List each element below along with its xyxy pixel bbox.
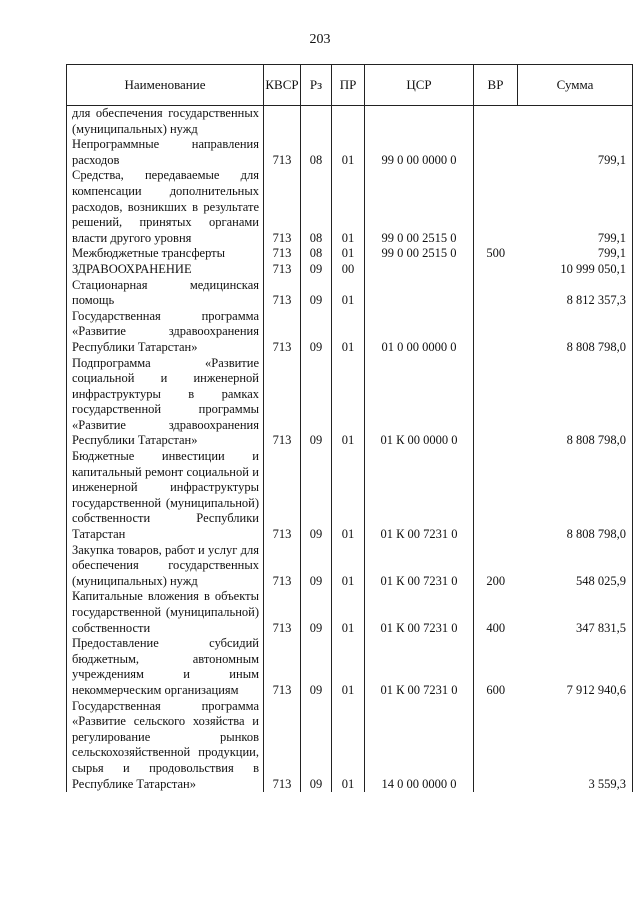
cell-vr	[474, 106, 518, 138]
cell-csr: 99 0 00 2515 0	[365, 246, 474, 262]
cell-sum: 8 808 798,0	[518, 309, 633, 356]
table-row	[67, 137, 633, 168]
cell-sum: 799,1	[518, 168, 633, 246]
cell-vr	[474, 137, 518, 168]
cell-rz: 09	[301, 543, 332, 590]
cell-vr	[474, 309, 518, 356]
cell-kvsr: 713	[264, 168, 301, 246]
table-row	[67, 636, 633, 698]
cell-kvsr: 713	[264, 699, 301, 793]
cell-csr	[365, 106, 474, 138]
table-row	[67, 699, 633, 793]
cell-rz: 08	[301, 137, 332, 168]
cell-csr: 14 0 00 0000 0	[365, 699, 474, 793]
cell-name: Государственная программа «Развитие сельского хозяйства и регулирование рынков сельскохозяйственной продукции, сырья и продовольствия в Республике Татарстан»	[67, 699, 264, 793]
cell-csr: 99 0 00 0000 0	[365, 137, 474, 168]
cell-sum: 8 808 798,0	[518, 449, 633, 543]
cell-name: Бюджетные инвестиции и капитальный ремонт социальной и инженерной инфраструктуры государственной (муниципальной) собственности Республики Татарстан	[67, 449, 264, 543]
cell-name: Подпрограмма «Развитие социальной и инженерной инфраструктуры в рамках государственной программы «Развитие здравоохранения Республики Татарстан»	[67, 356, 264, 450]
cell-vr	[474, 278, 518, 309]
cell-csr: 01 К 00 7231 0	[365, 449, 474, 543]
cell-csr: 01 0 00 0000 0	[365, 309, 474, 356]
cell-vr: 600	[474, 636, 518, 698]
cell-pr: 01	[332, 356, 365, 450]
table-row	[67, 356, 633, 450]
cell-pr: 01	[332, 168, 365, 246]
cell-vr	[474, 449, 518, 543]
cell-vr: 400	[474, 589, 518, 636]
table-row	[67, 309, 633, 356]
cell-pr: 01	[332, 589, 365, 636]
cell-kvsr: 713	[264, 543, 301, 590]
table-row	[67, 589, 633, 636]
cell-rz: 08	[301, 246, 332, 262]
cell-sum: 548 025,9	[518, 543, 633, 590]
cell-rz: 08	[301, 168, 332, 246]
table-row	[67, 168, 633, 246]
cell-rz: 09	[301, 356, 332, 450]
cell-vr	[474, 356, 518, 450]
table-row	[67, 543, 633, 590]
cell-rz: 09	[301, 449, 332, 543]
cell-csr: 01 К 00 7231 0	[365, 636, 474, 698]
header-sum: Сумма	[518, 65, 633, 106]
cell-pr: 01	[332, 137, 365, 168]
cell-rz: 09	[301, 262, 332, 278]
cell-rz: 09	[301, 636, 332, 698]
table-row	[67, 106, 633, 138]
cell-kvsr: 713	[264, 589, 301, 636]
cell-csr: 01 К 00 7231 0	[365, 589, 474, 636]
header-kvsr: КВСР	[264, 65, 301, 106]
cell-name: Стационарная медицинская помощь	[67, 278, 264, 309]
cell-kvsr: 713	[264, 137, 301, 168]
cell-kvsr: 713	[264, 246, 301, 262]
cell-pr: 01	[332, 246, 365, 262]
cell-kvsr	[264, 106, 301, 138]
cell-pr	[332, 106, 365, 138]
cell-pr: 00	[332, 262, 365, 278]
cell-kvsr: 713	[264, 278, 301, 309]
cell-vr: 200	[474, 543, 518, 590]
cell-pr: 01	[332, 543, 365, 590]
cell-name: ЗДРАВООХРАНЕНИЕ	[67, 262, 264, 278]
cell-csr	[365, 262, 474, 278]
cell-kvsr: 713	[264, 449, 301, 543]
cell-name: Предоставление субсидий бюджетным, автономным учреждениям и иным некоммерческим организациям	[67, 636, 264, 698]
cell-name: Закупка товаров, работ и услуг для обеспечения государственных (муниципальных) нужд	[67, 543, 264, 590]
header-pr: ПР	[332, 65, 365, 106]
cell-pr: 01	[332, 699, 365, 793]
table-row	[67, 262, 633, 278]
budget-table	[66, 64, 633, 792]
cell-sum: 3 559,3	[518, 699, 633, 793]
cell-rz: 09	[301, 309, 332, 356]
table-row	[67, 449, 633, 543]
cell-pr: 01	[332, 449, 365, 543]
table-row	[67, 278, 633, 309]
cell-csr	[365, 278, 474, 309]
header-csr: ЦСР	[365, 65, 474, 106]
cell-kvsr: 713	[264, 262, 301, 278]
cell-vr	[474, 168, 518, 246]
cell-sum: 10 999 050,1	[518, 262, 633, 278]
header-vr: ВР	[474, 65, 518, 106]
cell-rz: 09	[301, 278, 332, 309]
cell-kvsr: 713	[264, 636, 301, 698]
cell-sum: 7 912 940,6	[518, 636, 633, 698]
cell-csr: 01 К 00 7231 0	[365, 543, 474, 590]
cell-rz: 09	[301, 589, 332, 636]
cell-kvsr: 713	[264, 356, 301, 450]
cell-name: Капитальные вложения в объекты государственной (муниципальной) собственности	[67, 589, 264, 636]
cell-name: Межбюджетные трансферты	[67, 246, 264, 262]
cell-pr: 01	[332, 309, 365, 356]
table-row	[67, 246, 633, 262]
table-header-row	[67, 65, 633, 106]
cell-sum	[518, 106, 633, 138]
cell-sum: 8 812 357,3	[518, 278, 633, 309]
cell-pr: 01	[332, 278, 365, 309]
cell-name: Непрограммные направления расходов	[67, 137, 264, 168]
cell-vr: 500	[474, 246, 518, 262]
cell-rz: 09	[301, 699, 332, 793]
cell-sum: 8 808 798,0	[518, 356, 633, 450]
cell-pr: 01	[332, 636, 365, 698]
cell-csr: 01 К 00 0000 0	[365, 356, 474, 450]
cell-sum: 799,1	[518, 137, 633, 168]
cell-vr	[474, 262, 518, 278]
cell-sum: 799,1	[518, 246, 633, 262]
cell-csr: 99 0 00 2515 0	[365, 168, 474, 246]
cell-name: Средства, передаваемые для компенсации дополнительных расходов, возникших в результате решений, принятых органами власти другого уровня	[67, 168, 264, 246]
page-number: 203	[309, 32, 331, 47]
cell-kvsr: 713	[264, 309, 301, 356]
cell-name: для обеспечения государственных (муниципальных) нужд	[67, 106, 264, 138]
cell-rz	[301, 106, 332, 138]
header-name: Наименование	[67, 65, 264, 106]
cell-name: Государственная программа «Развитие здравоохранения Республики Татарстан»	[67, 309, 264, 356]
cell-sum: 347 831,5	[518, 589, 633, 636]
cell-vr	[474, 699, 518, 793]
header-rz: Рз	[301, 65, 332, 106]
